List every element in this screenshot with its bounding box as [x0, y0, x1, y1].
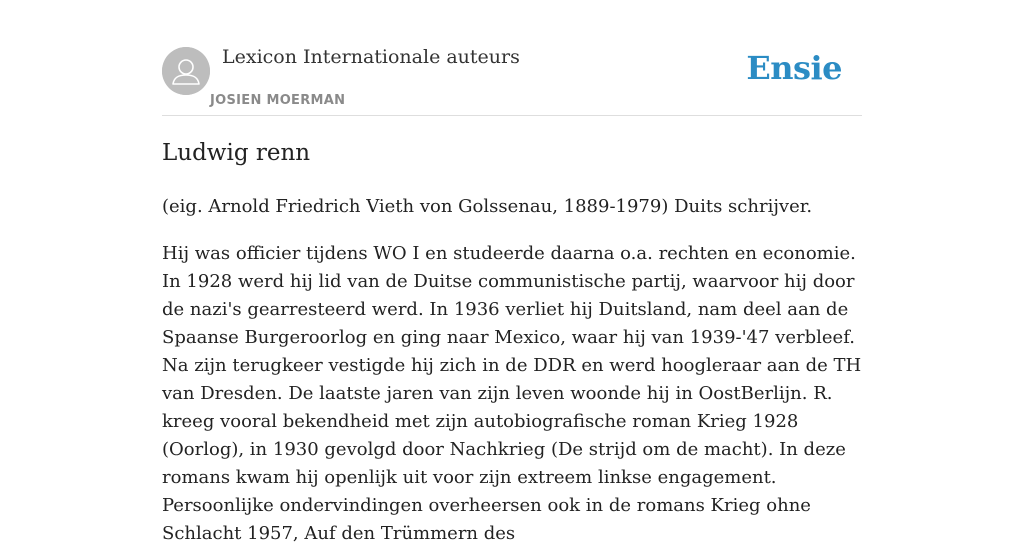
ensie-logo[interactable]: Ensie	[746, 49, 842, 87]
article-body: Hij was officier tijdens WO I en studeerde daarna o.a. rechten en economie. In 1928 werd hij lid van de Duitse communistische partij, waarvoor hij door de nazi's gearresteerd werd. In 1936 verliet hij Duitsland, nam deel aan de Spaanse Burgeroorlog en ging naar Mexico, waar hij van 1939-'47 verbleef. Na zijn terugkeer vestigde hij zich in de DDR en werd hoogleraar aan de TH van Dresden. De laatste jaren van zijn leven woonde hij in OostBerlijn. R. kreeg vooral bekendheid met zijn autobiografische roman Krieg 1928 (Oorlog), in 1930 gevolgd door Nachkrieg (De strijd om de macht). In deze romans kwam hij openlijk uit voor zijn extreem linkse engagement. Persoonlijke ondervindingen overheersen ook in de romans Krieg ohne Schlacht 1957, Auf den Trümmern des	[162, 243, 862, 544]
author-name[interactable]: JOSIEN MOERMAN	[210, 93, 346, 108]
user-avatar-icon[interactable]	[162, 47, 210, 95]
article-header	[162, 0, 862, 116]
page-container	[162, 0, 862, 544]
article-title: Ludwig renn	[162, 140, 311, 166]
publication-title[interactable]: Lexicon Internationale auteurs	[222, 46, 520, 68]
article-intro: (eig. Arnold Friedrich Vieth von Golssenau, 1889-1979) Duits schrijver.	[162, 196, 813, 217]
